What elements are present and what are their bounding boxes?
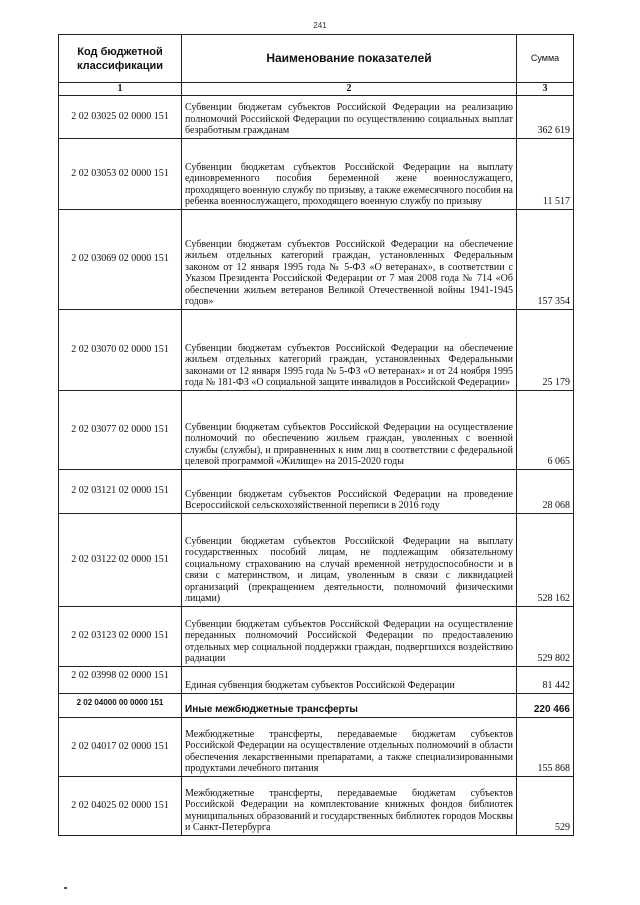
row-name: Субвенции бюджетам субъектов Российской Федерации на обеспечение жильем отдельных категорий граждан, установленных Федеральными законами от 12 января 1995 года № 5-ФЗ «О ветеранах» и от 24 ноября 1995 года № 181-ФЗ «О социальной защите инвалидов в Российской Федерации» xyxy=(182,309,517,390)
row-code: 2 02 04017 02 0000 151 xyxy=(59,717,182,776)
row-code: 2 02 03077 02 0000 151 xyxy=(59,390,182,469)
table-row xyxy=(59,95,574,138)
row-name: Субвенции бюджетам субъектов Российской Федерации на реализацию полномочий Российской Федерации по осуществлению социальных выплат безработным гражданам xyxy=(182,95,517,138)
row-code: 2 02 03070 02 0000 151 xyxy=(59,309,182,390)
header-name: Наименование показателей xyxy=(182,35,517,83)
row-name: Субвенции бюджетам субъектов Российской Федерации на осуществление полномочий по обеспечению жильем граждан, уволенных с военной службы (службы), и приравненных к ним лиц в соответствии с федеральной целевой программой «Жилище» на 2015-2020 годы xyxy=(182,390,517,469)
row-name: Межбюджетные трансферты, передаваемые бюджетам субъектов Российской Федерации на осуществление отдельных полномочий в области обеспечения лекарственными препаратами, а также специализированными продуктами лечебного питания xyxy=(182,717,517,776)
table-row xyxy=(59,666,574,693)
row-name: Единая субвенция бюджетам субъектов Российской Федерации xyxy=(182,666,517,693)
budget-table xyxy=(58,34,574,836)
header-code: Код бюджетной классификации xyxy=(59,35,182,83)
table-row xyxy=(59,469,574,513)
header-sum: Сумма xyxy=(517,35,574,83)
row-sum: 157 354 xyxy=(517,209,574,309)
table-row xyxy=(59,513,574,606)
row-name: Субвенции бюджетам субъектов Российской Федерации на выплату государственных пособий лицам, не подлежащим обязательному социальному страхованию на случай временной нетрудоспособности и в связи с материнством, и лицам, уволенным в связи с ликвидацией организаций (прекращением деятельности, полномочий физическими лицами) xyxy=(182,513,517,606)
row-name: Межбюджетные трансферты, передаваемые бюджетам субъектов Российской Федерации на комплектование книжных фондов библиотек муниципальных образований и государственных библиотек городов Москвы и Санкт-Петербурга xyxy=(182,776,517,835)
index-row xyxy=(59,83,574,96)
table-row xyxy=(59,717,574,776)
row-sum: 529 xyxy=(517,776,574,835)
row-sum: 220 466 xyxy=(517,693,574,717)
index-1: 1 xyxy=(59,83,182,96)
row-sum: 25 179 xyxy=(517,309,574,390)
row-name: Субвенции бюджетам субъектов Российской Федерации на проведение Всероссийской сельскохозяйственной переписи в 2016 году xyxy=(182,469,517,513)
row-code: 2 02 03123 02 0000 151 xyxy=(59,606,182,666)
row-name: Субвенции бюджетам субъектов Российской Федерации на осуществление переданных полномочий Российской Федерации по предоставлению отдельных мер социальной поддержки граждан, подвергшихся воздействию радиации xyxy=(182,606,517,666)
row-code: 2 02 04025 02 0000 151 xyxy=(59,776,182,835)
table-row xyxy=(59,776,574,835)
row-code: 2 02 03122 02 0000 151 xyxy=(59,513,182,606)
page-number: 241 xyxy=(313,21,327,30)
row-sum: 81 442 xyxy=(517,666,574,693)
row-name: Субвенции бюджетам субъектов Российской Федерации на обеспечение жильем отдельных категорий граждан, установленных Федеральным законом от 12 января 1995 года № 5-ФЗ «О ветеранах», в соответствии с Указом Президента Российской Федерации от 7 мая 2008 года № 714 «Об обеспечении жильем ветеранов Великой Отечественной войны 1941-1945 годов» xyxy=(182,209,517,309)
index-3: 3 xyxy=(517,83,574,96)
row-name: Субвенции бюджетам субъектов Российской Федерации на выплату единовременного пособия беременной жене военнослужащего, проходящего военную службу по призыву, а также ежемесячного пособия на ребенка военнослужащего, проходящего военную службу по призыву xyxy=(182,138,517,209)
table-row xyxy=(59,309,574,390)
table-row xyxy=(59,138,574,209)
row-code: 2 02 03053 02 0000 151 xyxy=(59,138,182,209)
table-row xyxy=(59,693,574,717)
table-row xyxy=(59,209,574,309)
row-code: 2 02 03069 02 0000 151 xyxy=(59,209,182,309)
table-row xyxy=(59,606,574,666)
table-row xyxy=(59,390,574,469)
header-row xyxy=(59,35,574,83)
row-sum: 11 517 xyxy=(517,138,574,209)
row-code: 2 02 03121 02 0000 151 xyxy=(59,469,182,513)
row-sum: 528 162 xyxy=(517,513,574,606)
scan-mark xyxy=(64,887,67,889)
row-code: 2 02 03998 02 0000 151 xyxy=(59,666,182,693)
row-sum: 362 619 xyxy=(517,95,574,138)
row-code: 2 02 04000 00 0000 151 xyxy=(59,693,182,717)
row-code: 2 02 03025 02 0000 151 xyxy=(59,95,182,138)
row-sum: 155 868 xyxy=(517,717,574,776)
row-sum: 529 802 xyxy=(517,606,574,666)
index-2: 2 xyxy=(182,83,517,96)
row-name: Иные межбюджетные трансферты xyxy=(182,693,517,717)
row-sum: 28 068 xyxy=(517,469,574,513)
row-sum: 6 065 xyxy=(517,390,574,469)
